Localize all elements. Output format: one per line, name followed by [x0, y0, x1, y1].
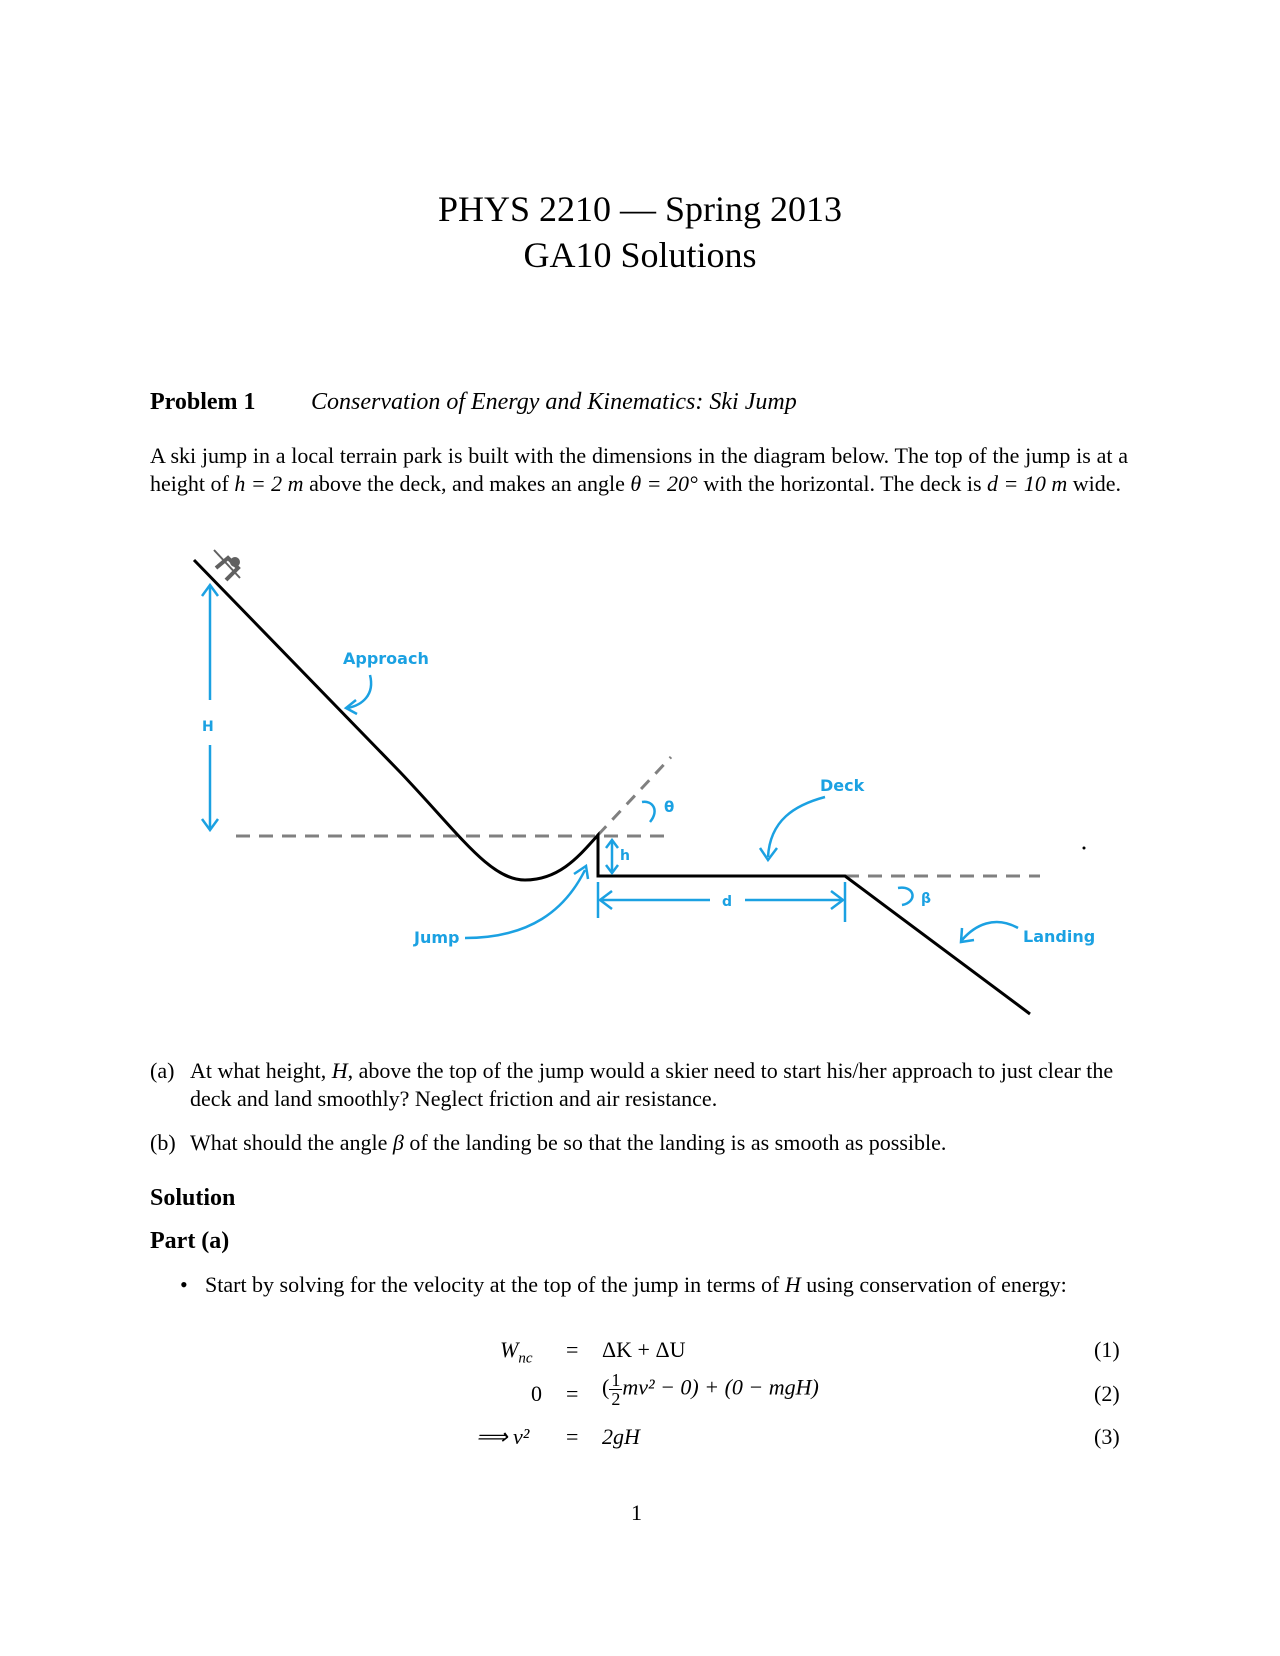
statement-part3: with the horizontal. The deck is — [697, 471, 988, 496]
question-b-label: (b) — [150, 1130, 176, 1155]
eq3-number: (3) — [1094, 1424, 1120, 1449]
bullet-marker: • — [180, 1272, 188, 1297]
theta-angle-arc — [642, 802, 655, 822]
stray-dot — [1083, 847, 1086, 850]
d-value: d = 10 m — [987, 471, 1068, 496]
eq1-number: (1) — [1094, 1337, 1120, 1362]
label-d: d — [722, 894, 733, 910]
question-b-text2: of the landing be so that the landing is as smooth as possible. — [403, 1130, 947, 1155]
statement-part1: A ski jump in a local terrain park is built with the dimensions in the diagram below. The top of the jump is at a height of — [150, 443, 1128, 496]
eq1-lhs: $W_{nc}$ — [500, 1337, 533, 1367]
bullet-1-var: H — [784, 1272, 801, 1297]
bullet-1-text-a: Start by solving for the velocity at the top of the jump in terms of — [205, 1272, 785, 1297]
solution-heading: Solution — [150, 1185, 236, 1211]
label-jump: Jump — [414, 928, 460, 947]
label-H: H — [202, 719, 214, 735]
eq2-rhs: ( $\frac{1}{2}$ mv² − 0) + (0 − mgH) — [602, 1370, 819, 1409]
statement-part2: above the deck, and makes an angle — [303, 471, 631, 496]
h-value: h = 2 m — [234, 471, 304, 496]
beta-angle-arc — [898, 888, 913, 905]
problem-topic: Conservation of Energy and Kinematics: Ski Jump — [311, 389, 797, 415]
question-a-var: H — [331, 1058, 348, 1083]
eq1-rel: = — [566, 1337, 579, 1362]
eq3-lhs: ⟹ v² — [476, 1424, 530, 1449]
eq3-rel: = — [566, 1424, 579, 1449]
question-b — [190, 1129, 1128, 1157]
question-a-text2: , above the top of the jump would a skier need to start his/her approach to just clear the deck and land smoothly? Neglect friction and air resistance. — [190, 1058, 1114, 1111]
page-number: 1 — [631, 1500, 642, 1525]
eq2-number: (2) — [1094, 1381, 1120, 1406]
eq2-lhs: 0 — [531, 1381, 542, 1406]
solution-bullet-1 — [205, 1271, 1128, 1299]
label-h: h — [620, 848, 630, 864]
page-title-line2: GA10 Solutions — [523, 235, 757, 275]
page-title-line1: PHYS 2210 — Spring 2013 — [437, 189, 843, 229]
label-approach: Approach — [343, 649, 429, 668]
question-b-var: β — [392, 1130, 404, 1155]
bullet-1-text-b: using conservation of energy: — [800, 1272, 1067, 1297]
label-deck: Deck — [820, 776, 865, 795]
label-theta: θ — [664, 798, 675, 816]
eq2-fraction: $\frac{1}{2}$ — [611, 1370, 621, 1409]
question-a-text1: At what height, — [190, 1058, 332, 1083]
eq3-rhs: 2gH — [602, 1424, 640, 1449]
label-beta: β — [921, 891, 932, 907]
jump-angle-reference-line — [598, 757, 671, 835]
landing-arrow — [962, 922, 1018, 940]
question-a — [190, 1057, 1128, 1113]
label-landing: Landing — [1023, 927, 1096, 946]
question-a-label: (a) — [150, 1058, 175, 1083]
problem-label: Problem 1 — [150, 389, 256, 415]
statement-part4: wide. — [1067, 471, 1122, 496]
part-a-heading: Part (a) — [150, 1228, 230, 1254]
theta-value: θ = 20° — [630, 471, 698, 496]
slope-profile — [194, 560, 1030, 1014]
skier-icon — [214, 550, 240, 580]
eq2-rel: = — [566, 1381, 579, 1406]
eq1-rhs: ΔK + ΔU — [602, 1337, 686, 1362]
question-b-text1: What should the angle — [190, 1130, 393, 1155]
